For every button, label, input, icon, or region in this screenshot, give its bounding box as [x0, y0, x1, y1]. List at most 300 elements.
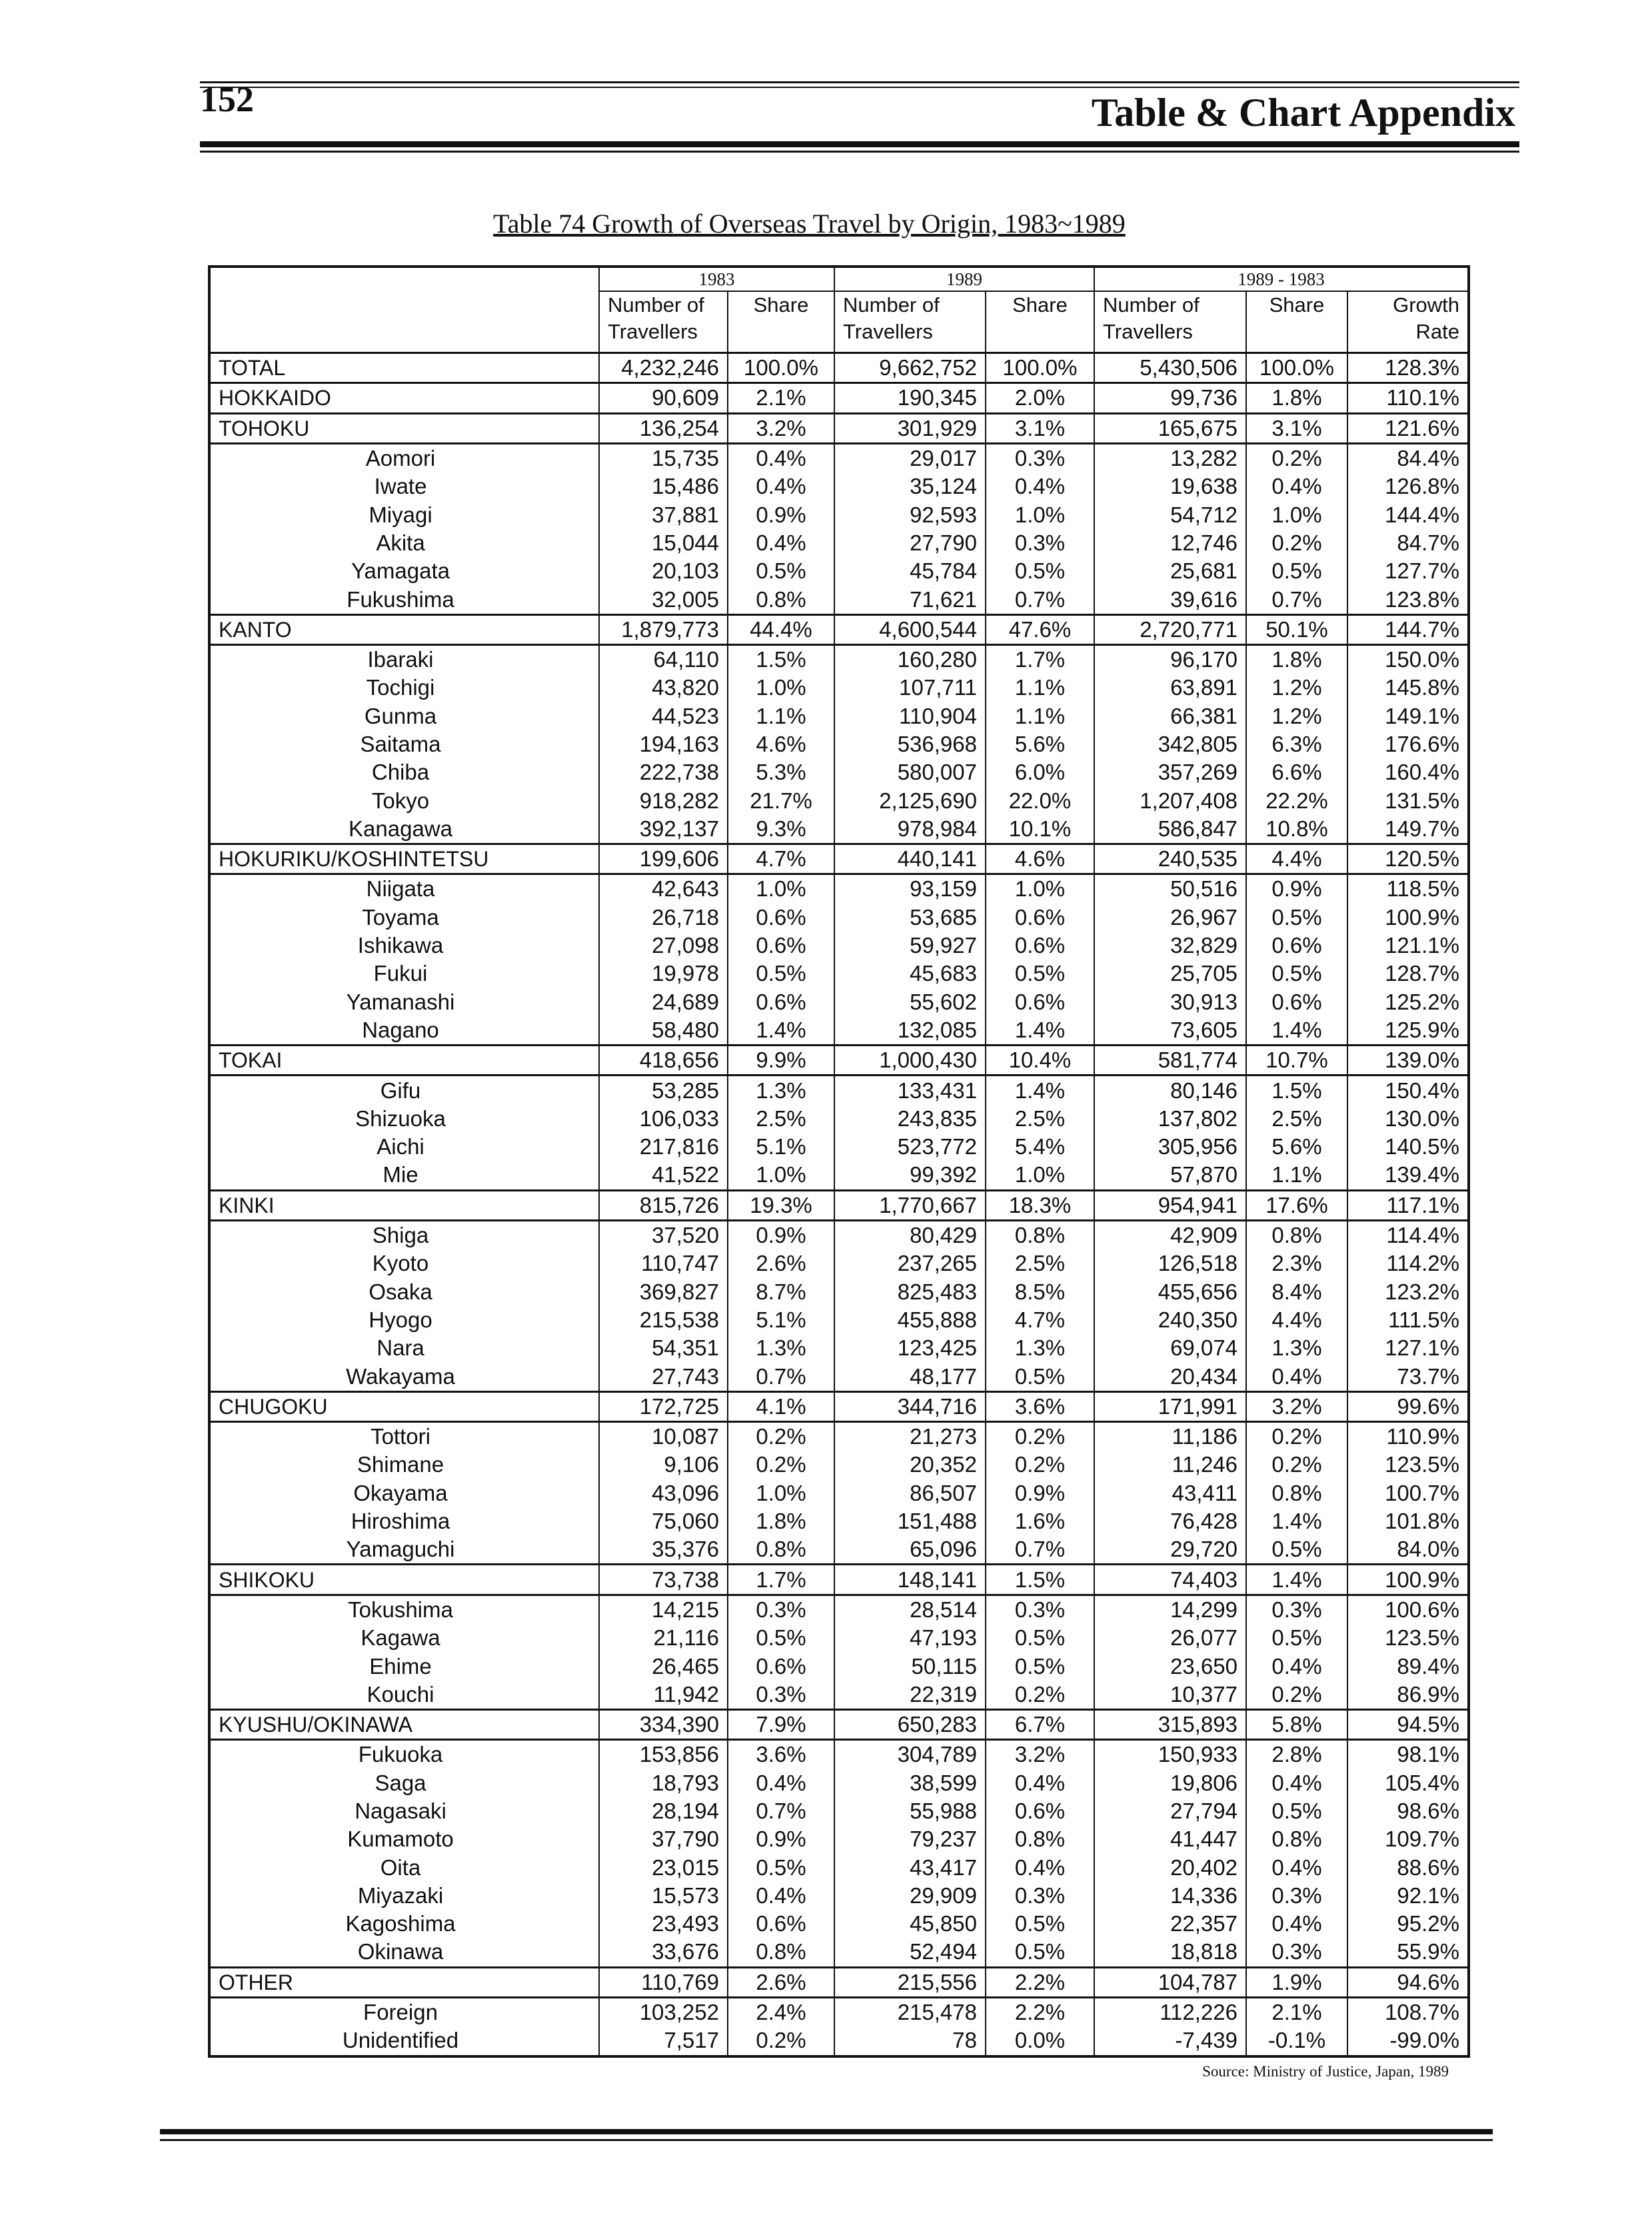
- origin-name: Nara: [209, 1334, 599, 1362]
- cell-travellers-1983: 4,232,246: [599, 353, 728, 383]
- cell-share-1983: 5.1%: [728, 1306, 834, 1334]
- cell-travellers-diff: 586,847: [1094, 815, 1246, 844]
- origin-name: Kanagawa: [209, 815, 599, 844]
- origin-name: Shimane: [209, 1451, 599, 1479]
- cell-share-diff: 2.8%: [1246, 1740, 1347, 1769]
- cell-share-1989: 0.4%: [986, 1769, 1094, 1797]
- cell-share-1989: 3.2%: [986, 1740, 1094, 1769]
- table-row: [209, 702, 1469, 730]
- table-row: [209, 1535, 1469, 1565]
- table-row: [209, 815, 1469, 844]
- cell-travellers-1989: 99,392: [834, 1161, 986, 1190]
- cell-share-1983: 9.3%: [728, 815, 834, 844]
- cell-share-1983: 5.1%: [728, 1133, 834, 1161]
- cell-travellers-diff: 240,535: [1094, 844, 1246, 874]
- col-travellers-1983: Number of Travellers: [599, 291, 728, 353]
- table-row: [209, 1853, 1469, 1881]
- cell-growth-rate: 100.9%: [1347, 904, 1469, 932]
- origin-name: Yamagata: [209, 557, 599, 585]
- cell-share-diff: 1.0%: [1246, 500, 1347, 528]
- cell-growth-rate: 125.9%: [1347, 1016, 1469, 1046]
- header-rule-thin: [200, 87, 1519, 88]
- origin-name: Hyogo: [209, 1306, 599, 1334]
- cell-travellers-1989: 50,115: [834, 1652, 986, 1680]
- cell-travellers-1989: 20,352: [834, 1451, 986, 1479]
- table-row-region: [209, 413, 1469, 443]
- cell-travellers-1983: 369,827: [599, 1278, 728, 1306]
- cell-share-1983: 0.5%: [728, 1853, 834, 1881]
- cell-share-diff: 0.2%: [1246, 443, 1347, 472]
- cell-growth-rate: 94.6%: [1347, 1967, 1469, 1997]
- cell-share-1983: 0.6%: [728, 932, 834, 960]
- origin-name: SHIKOKU: [209, 1565, 599, 1595]
- cell-share-diff: 0.5%: [1246, 557, 1347, 585]
- cell-travellers-1989: 123,425: [834, 1334, 986, 1362]
- cell-growth-rate: 121.6%: [1347, 413, 1469, 443]
- cell-share-diff: 100.0%: [1246, 353, 1347, 383]
- cell-travellers-diff: 305,956: [1094, 1133, 1246, 1161]
- cell-travellers-diff: 66,381: [1094, 702, 1246, 730]
- table-row: [209, 874, 1469, 904]
- cell-share-1983: 1.3%: [728, 1334, 834, 1362]
- cell-share-1983: 0.7%: [728, 1797, 834, 1825]
- origin-name: Tokyo: [209, 786, 599, 814]
- origin-name: Yamanashi: [209, 988, 599, 1016]
- cell-travellers-1983: 64,110: [599, 644, 728, 674]
- cell-growth-rate: 73.7%: [1347, 1362, 1469, 1391]
- cell-growth-rate: 110.1%: [1347, 383, 1469, 413]
- cell-share-diff: 0.3%: [1246, 1882, 1347, 1910]
- cell-share-1989: 0.2%: [986, 1421, 1094, 1451]
- cell-travellers-1989: 344,716: [834, 1391, 986, 1421]
- cell-travellers-diff: 14,336: [1094, 1882, 1246, 1910]
- cell-travellers-diff: 581,774: [1094, 1046, 1246, 1076]
- cell-share-diff: 3.1%: [1246, 413, 1347, 443]
- cell-growth-rate: 101.8%: [1347, 1507, 1469, 1535]
- origin-name: Mie: [209, 1161, 599, 1190]
- table-row: [209, 758, 1469, 786]
- cell-share-1983: 3.2%: [728, 413, 834, 443]
- cell-share-1989: 47.6%: [986, 614, 1094, 644]
- table-row: [209, 932, 1469, 960]
- cell-growth-rate: 55.9%: [1347, 1938, 1469, 1967]
- cell-travellers-1983: 15,044: [599, 529, 728, 557]
- cell-travellers-diff: 19,806: [1094, 1769, 1246, 1797]
- table-row: [209, 557, 1469, 585]
- cell-share-1983: 0.2%: [728, 1421, 834, 1451]
- cell-share-1989: 0.2%: [986, 1451, 1094, 1479]
- cell-share-diff: 1.8%: [1246, 383, 1347, 413]
- cell-travellers-1989: 825,483: [834, 1278, 986, 1306]
- cell-travellers-diff: 18,818: [1094, 1938, 1246, 1967]
- cell-share-1989: 0.5%: [986, 557, 1094, 585]
- cell-share-diff: 0.8%: [1246, 1220, 1347, 1249]
- origin-name: Okinawa: [209, 1938, 599, 1967]
- cell-share-1983: 0.4%: [728, 1882, 834, 1910]
- origin-name: Saitama: [209, 730, 599, 758]
- cell-travellers-1983: 172,725: [599, 1391, 728, 1421]
- cell-growth-rate: 123.5%: [1347, 1624, 1469, 1652]
- cell-share-1983: 5.3%: [728, 758, 834, 786]
- cell-travellers-diff: 315,893: [1094, 1709, 1246, 1739]
- cell-growth-rate: 130.0%: [1347, 1105, 1469, 1133]
- cell-travellers-diff: 357,269: [1094, 758, 1246, 786]
- cell-travellers-1983: 35,376: [599, 1535, 728, 1565]
- origin-name: Akita: [209, 529, 599, 557]
- origin-name: Toyama: [209, 904, 599, 932]
- cell-growth-rate: 149.1%: [1347, 702, 1469, 730]
- cell-travellers-1989: 55,602: [834, 988, 986, 1016]
- cell-share-1983: 0.9%: [728, 1220, 834, 1249]
- cell-travellers-1983: 1,879,773: [599, 614, 728, 644]
- cell-share-1983: 0.6%: [728, 1652, 834, 1680]
- cell-growth-rate: 160.4%: [1347, 758, 1469, 786]
- table-row: [209, 585, 1469, 614]
- cell-travellers-1983: 918,282: [599, 786, 728, 814]
- cell-growth-rate: 125.2%: [1347, 988, 1469, 1016]
- cell-travellers-1989: 65,096: [834, 1535, 986, 1565]
- cell-share-1983: 1.7%: [728, 1565, 834, 1595]
- cell-growth-rate: 84.4%: [1347, 443, 1469, 472]
- cell-share-diff: 3.2%: [1246, 1391, 1347, 1421]
- table-row: [209, 1997, 1469, 2026]
- header-rule-under: [200, 151, 1519, 153]
- cell-travellers-diff: 69,074: [1094, 1334, 1246, 1362]
- origin-name: HOKURIKU/KOSHINTETSU: [209, 844, 599, 874]
- cell-share-1983: 19.3%: [728, 1190, 834, 1220]
- cell-share-1983: 0.4%: [728, 472, 834, 500]
- col-travellers-diff: Number of Travellers: [1094, 291, 1246, 353]
- origin-name: Okayama: [209, 1479, 599, 1507]
- cell-growth-rate: 100.6%: [1347, 1595, 1469, 1624]
- cell-share-diff: 0.2%: [1246, 1681, 1347, 1710]
- cell-growth-rate: 131.5%: [1347, 786, 1469, 814]
- cell-travellers-diff: 165,675: [1094, 413, 1246, 443]
- origin-name: TOTAL: [209, 353, 599, 383]
- cell-travellers-1989: 536,968: [834, 730, 986, 758]
- cell-share-diff: 0.5%: [1246, 904, 1347, 932]
- table-row: [209, 1797, 1469, 1825]
- cell-share-diff: 0.3%: [1246, 1938, 1347, 1967]
- cell-share-1989: 1.3%: [986, 1334, 1094, 1362]
- cell-travellers-diff: 342,805: [1094, 730, 1246, 758]
- cell-travellers-diff: 22,357: [1094, 1910, 1246, 1938]
- table-row: [209, 1479, 1469, 1507]
- cell-travellers-1983: 43,820: [599, 674, 728, 702]
- cell-travellers-diff: 137,802: [1094, 1105, 1246, 1133]
- cell-travellers-1989: 523,772: [834, 1133, 986, 1161]
- cell-travellers-1989: 48,177: [834, 1362, 986, 1391]
- cell-share-1989: 1.4%: [986, 1016, 1094, 1046]
- cell-growth-rate: 88.6%: [1347, 1853, 1469, 1881]
- cell-travellers-1983: 15,486: [599, 472, 728, 500]
- cell-growth-rate: 100.7%: [1347, 1479, 1469, 1507]
- cell-growth-rate: 86.9%: [1347, 1681, 1469, 1710]
- cell-growth-rate: 144.7%: [1347, 614, 1469, 644]
- origin-name: Wakayama: [209, 1362, 599, 1391]
- table-row-region: [209, 1391, 1469, 1421]
- cell-share-1983: 2.5%: [728, 1105, 834, 1133]
- cell-travellers-1989: 78: [834, 2026, 986, 2056]
- cell-travellers-1983: 90,609: [599, 383, 728, 413]
- header-row-years: [209, 267, 1469, 291]
- cell-share-1989: 2.5%: [986, 1249, 1094, 1277]
- cell-travellers-diff: 25,681: [1094, 557, 1246, 585]
- cell-growth-rate: 100.9%: [1347, 1565, 1469, 1595]
- header-year-1989: 1989: [834, 267, 1094, 291]
- cell-travellers-1983: 73,738: [599, 1565, 728, 1595]
- table-row: [209, 1595, 1469, 1624]
- cell-travellers-diff: 43,411: [1094, 1479, 1246, 1507]
- header-rule-thin-top: [200, 81, 1519, 83]
- table-row-region: [209, 1967, 1469, 1997]
- cell-growth-rate: 114.2%: [1347, 1249, 1469, 1277]
- table-row: [209, 1016, 1469, 1046]
- table-row-region: [209, 1190, 1469, 1220]
- cell-travellers-1989: 86,507: [834, 1479, 986, 1507]
- cell-share-diff: 1.2%: [1246, 674, 1347, 702]
- cell-travellers-1983: 110,747: [599, 1249, 728, 1277]
- cell-share-diff: 1.2%: [1246, 702, 1347, 730]
- cell-share-1989: 0.6%: [986, 904, 1094, 932]
- table-row: [209, 1624, 1469, 1652]
- cell-travellers-diff: 41,447: [1094, 1825, 1246, 1853]
- cell-share-diff: 1.8%: [1246, 644, 1347, 674]
- origin-name: Saga: [209, 1769, 599, 1797]
- origin-name: Gunma: [209, 702, 599, 730]
- table-row: [209, 1825, 1469, 1853]
- origin-name: Ibaraki: [209, 644, 599, 674]
- cell-growth-rate: 99.6%: [1347, 1391, 1469, 1421]
- cell-share-1983: 0.8%: [728, 585, 834, 614]
- cell-share-1983: 1.4%: [728, 1016, 834, 1046]
- header-year-1983: 1983: [599, 267, 834, 291]
- cell-share-1989: 2.0%: [986, 383, 1094, 413]
- cell-travellers-1983: 103,252: [599, 1997, 728, 2026]
- source-note: Source: Ministry of Justice, Japan, 1989: [1202, 2063, 1449, 2080]
- cell-share-1989: 3.6%: [986, 1391, 1094, 1421]
- cell-share-diff: 0.4%: [1246, 472, 1347, 500]
- cell-travellers-1983: 20,103: [599, 557, 728, 585]
- cell-travellers-diff: 455,656: [1094, 1278, 1246, 1306]
- cell-share-1989: 0.5%: [986, 960, 1094, 988]
- cell-travellers-1989: 52,494: [834, 1938, 986, 1967]
- cell-share-1983: 0.4%: [728, 1769, 834, 1797]
- cell-travellers-1989: 93,159: [834, 874, 986, 904]
- cell-travellers-diff: 29,720: [1094, 1535, 1246, 1565]
- origin-name: Fukushima: [209, 585, 599, 614]
- origin-name: OTHER: [209, 1967, 599, 1997]
- table-row: [209, 1740, 1469, 1769]
- col-share-1989: Share: [986, 291, 1094, 353]
- cell-travellers-diff: 73,605: [1094, 1016, 1246, 1046]
- cell-share-1983: 100.0%: [728, 353, 834, 383]
- cell-growth-rate: 150.0%: [1347, 644, 1469, 674]
- cell-share-1983: 0.5%: [728, 1624, 834, 1652]
- cell-share-diff: 0.5%: [1246, 960, 1347, 988]
- cell-travellers-1983: 815,726: [599, 1190, 728, 1220]
- table-row: [209, 1882, 1469, 1910]
- cell-travellers-1989: 237,265: [834, 1249, 986, 1277]
- cell-travellers-1989: 38,599: [834, 1769, 986, 1797]
- cell-share-1983: 0.6%: [728, 1910, 834, 1938]
- cell-share-diff: 0.8%: [1246, 1479, 1347, 1507]
- cell-share-1983: 1.1%: [728, 702, 834, 730]
- cell-share-diff: 0.4%: [1246, 1910, 1347, 1938]
- table-row: [209, 674, 1469, 702]
- origin-name: HOKKAIDO: [209, 383, 599, 413]
- cell-travellers-1983: 37,881: [599, 500, 728, 528]
- cell-share-diff: 2.5%: [1246, 1105, 1347, 1133]
- cell-growth-rate: -99.0%: [1347, 2026, 1469, 2056]
- origin-name: TOKAI: [209, 1046, 599, 1076]
- cell-travellers-1983: 9,106: [599, 1451, 728, 1479]
- cell-share-1989: 0.9%: [986, 1479, 1094, 1507]
- cell-share-1989: 1.1%: [986, 702, 1094, 730]
- table-row: [209, 472, 1469, 500]
- cell-travellers-1989: 580,007: [834, 758, 986, 786]
- cell-growth-rate: 89.4%: [1347, 1652, 1469, 1680]
- cell-share-diff: 4.4%: [1246, 1306, 1347, 1334]
- cell-share-1989: 6.0%: [986, 758, 1094, 786]
- cell-travellers-1989: 92,593: [834, 500, 986, 528]
- cell-travellers-diff: 954,941: [1094, 1190, 1246, 1220]
- cell-share-1989: 0.5%: [986, 1910, 1094, 1938]
- table-row: [209, 1910, 1469, 1938]
- cell-share-1983: 0.2%: [728, 1451, 834, 1479]
- cell-travellers-1983: 33,676: [599, 1938, 728, 1967]
- cell-share-1983: 0.4%: [728, 529, 834, 557]
- cell-share-1989: 1.5%: [986, 1565, 1094, 1595]
- cell-travellers-1983: 15,573: [599, 1882, 728, 1910]
- cell-share-1989: 0.6%: [986, 932, 1094, 960]
- cell-share-1989: 0.3%: [986, 1595, 1094, 1624]
- cell-share-diff: 1.3%: [1246, 1334, 1347, 1362]
- cell-travellers-1989: 160,280: [834, 644, 986, 674]
- cell-growth-rate: 128.7%: [1347, 960, 1469, 988]
- cell-travellers-1983: 44,523: [599, 702, 728, 730]
- cell-travellers-1989: 21,273: [834, 1421, 986, 1451]
- cell-share-1989: 22.0%: [986, 786, 1094, 814]
- table-caption: Table 74 Growth of Overseas Travel by Origin, 1983~1989: [493, 209, 1126, 239]
- table-row: [209, 529, 1469, 557]
- cell-travellers-1989: 35,124: [834, 472, 986, 500]
- origin-name: Miyazaki: [209, 1882, 599, 1910]
- cell-travellers-diff: 1,207,408: [1094, 786, 1246, 814]
- col-travellers-1989: Number of Travellers: [834, 291, 986, 353]
- origin-name: KINKI: [209, 1190, 599, 1220]
- cell-share-diff: 0.9%: [1246, 874, 1347, 904]
- cell-travellers-1989: 148,141: [834, 1565, 986, 1595]
- cell-travellers-1983: 32,005: [599, 585, 728, 614]
- table-row-region: [209, 383, 1469, 413]
- cell-share-diff: 10.7%: [1246, 1046, 1347, 1076]
- table-row: [209, 960, 1469, 988]
- cell-travellers-diff: 10,377: [1094, 1681, 1246, 1710]
- table-row: [209, 988, 1469, 1016]
- cell-travellers-diff: 126,518: [1094, 1249, 1246, 1277]
- cell-growth-rate: 121.1%: [1347, 932, 1469, 960]
- table-row: [209, 1105, 1469, 1133]
- cell-travellers-1983: 24,689: [599, 988, 728, 1016]
- cell-share-1989: 0.6%: [986, 988, 1094, 1016]
- cell-travellers-1983: 14,215: [599, 1595, 728, 1624]
- cell-growth-rate: 120.5%: [1347, 844, 1469, 874]
- cell-travellers-1989: 190,345: [834, 383, 986, 413]
- origin-name: Chiba: [209, 758, 599, 786]
- cell-travellers-1989: 71,621: [834, 585, 986, 614]
- cell-travellers-1983: 54,351: [599, 1334, 728, 1362]
- cell-share-1983: 44.4%: [728, 614, 834, 644]
- cell-travellers-diff: 99,736: [1094, 383, 1246, 413]
- origin-name: Yamaguchi: [209, 1535, 599, 1565]
- cell-travellers-1983: 7,517: [599, 2026, 728, 2056]
- origin-name: Unidentified: [209, 2026, 599, 2056]
- origin-name: Kouchi: [209, 1681, 599, 1710]
- cell-growth-rate: 123.2%: [1347, 1278, 1469, 1306]
- origin-name: Kyoto: [209, 1249, 599, 1277]
- cell-share-1989: 1.7%: [986, 644, 1094, 674]
- cell-share-diff: 0.3%: [1246, 1595, 1347, 1624]
- col-share-1983: Share: [728, 291, 834, 353]
- table-row-region: [209, 844, 1469, 874]
- cell-share-diff: 0.2%: [1246, 529, 1347, 557]
- cell-share-1989: 5.4%: [986, 1133, 1094, 1161]
- cell-travellers-1983: 10,087: [599, 1421, 728, 1451]
- header-origin-corner: [209, 267, 599, 353]
- table-row: [209, 1681, 1469, 1710]
- cell-travellers-1983: 18,793: [599, 1769, 728, 1797]
- cell-travellers-1989: 215,478: [834, 1997, 986, 2026]
- origin-name: Fukui: [209, 960, 599, 988]
- cell-travellers-1989: 29,909: [834, 1882, 986, 1910]
- cell-travellers-1983: 222,738: [599, 758, 728, 786]
- cell-travellers-1983: 27,743: [599, 1362, 728, 1391]
- cell-travellers-1989: 27,790: [834, 529, 986, 557]
- cell-growth-rate: 84.0%: [1347, 1535, 1469, 1565]
- cell-share-diff: 8.4%: [1246, 1278, 1347, 1306]
- footer-rule-thick: [160, 2129, 1493, 2134]
- cell-share-1983: 0.8%: [728, 1535, 834, 1565]
- cell-growth-rate: 126.8%: [1347, 472, 1469, 500]
- cell-travellers-1983: 27,098: [599, 932, 728, 960]
- cell-travellers-diff: 11,246: [1094, 1451, 1246, 1479]
- cell-share-1989: 0.0%: [986, 2026, 1094, 2056]
- cell-travellers-1983: 21,116: [599, 1624, 728, 1652]
- cell-travellers-diff: 171,991: [1094, 1391, 1246, 1421]
- table-row: [209, 1249, 1469, 1277]
- header-rule-thick: [200, 141, 1519, 147]
- cell-share-diff: 0.8%: [1246, 1825, 1347, 1853]
- origin-name: Ishikawa: [209, 932, 599, 960]
- table-row: [209, 1652, 1469, 1680]
- cell-travellers-1983: 136,254: [599, 413, 728, 443]
- cell-growth-rate: 144.4%: [1347, 500, 1469, 528]
- cell-growth-rate: 123.5%: [1347, 1451, 1469, 1479]
- cell-share-1983: 0.2%: [728, 2026, 834, 2056]
- cell-share-diff: 1.4%: [1246, 1507, 1347, 1535]
- table-row: [209, 730, 1469, 758]
- cell-travellers-1983: 41,522: [599, 1161, 728, 1190]
- cell-share-1989: 1.1%: [986, 674, 1094, 702]
- cell-travellers-diff: 26,967: [1094, 904, 1246, 932]
- table-row-region: [209, 1046, 1469, 1076]
- cell-share-diff: 0.4%: [1246, 1769, 1347, 1797]
- cell-travellers-1989: 4,600,544: [834, 614, 986, 644]
- cell-travellers-diff: 54,712: [1094, 500, 1246, 528]
- cell-travellers-diff: 14,299: [1094, 1595, 1246, 1624]
- table-row-region: [209, 1709, 1469, 1739]
